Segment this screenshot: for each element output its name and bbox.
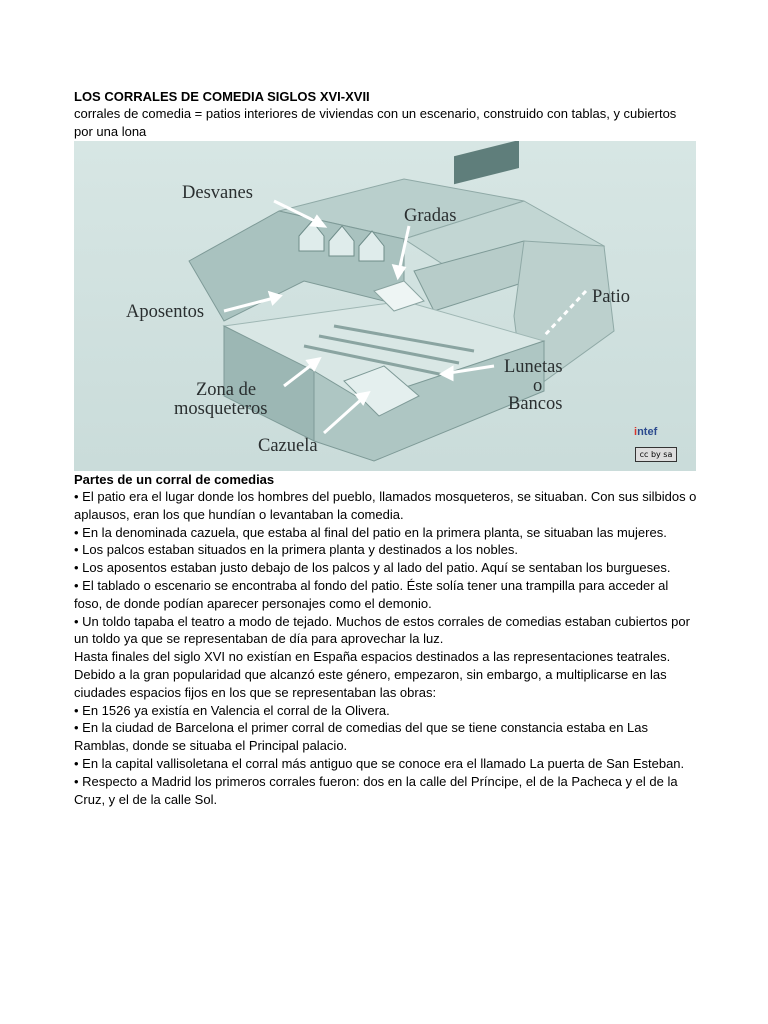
- label-gradas: Gradas: [404, 206, 457, 226]
- paragraph: • En la ciudad de Barcelona el primer corral de comedias del que se tiene constancia estaba en Las Ramblas, donde se situaba el Principal palacio.: [74, 720, 649, 754]
- paragraph: Hasta finales del siglo XVI no existían en España espacios destinados a las representaciones teatrales. Debido a la gran popularidad que alcanzó este género, empezaron, sin embargo, a multiplicarse en las ciudades espacios fijos en los que se representaban las obras:: [74, 649, 671, 700]
- paragraph: • Los palcos estaban situados en la primera planta y destinados a los nobles.: [74, 542, 518, 558]
- paragraph: • En la denominada cazuela, que estaba al final del patio en la primera planta, se situaban las mujeres.: [74, 524, 667, 540]
- label-cazuela: Cazuela: [258, 436, 318, 456]
- intro-text: corrales de comedia = patios interiores de viviendas con un escenario, construido con tablas, y cubiertos por una lona: [74, 106, 677, 139]
- label-aposentos: Aposentos: [126, 302, 205, 322]
- label-patio: Patio: [592, 287, 631, 307]
- paragraph: • En la capital vallisoletana el corral más antiguo que se conoce era el llamado La puerta de San Esteban.: [74, 755, 685, 771]
- label-o: o: [533, 376, 543, 396]
- paragraph: • Un toldo tapaba el teatro a modo de tejado. Muchos de estos corrales de comedias estaban cubiertos por un toldo ya que se representaban de día para aprovechar la luz.: [74, 613, 690, 647]
- intef-logo: intef: [634, 426, 658, 438]
- cc-license-badge: cc by sa: [635, 447, 677, 462]
- label-mosqueteros: mosqueteros: [174, 399, 268, 419]
- corral-diagram: [74, 141, 696, 471]
- section-title: Partes de un corral de comedias: [74, 472, 275, 487]
- paragraph: • Respecto a Madrid los primeros corrales fueron: dos en la calle del Príncipe, el de la Pacheca y el de la Cruz, y el de la calle Sol.: [74, 773, 678, 807]
- label-zona-de: Zona de: [196, 380, 257, 400]
- gallery-window: [454, 141, 519, 184]
- paragraph: • El tablado o escenario se encontraba al fondo del patio. Éste solía tener una trampilla para acceder al foso, de donde podían aparecer personajes como el demonio.: [74, 577, 669, 611]
- paragraph: • En 1526 ya existía en Valencia el corral de la Olivera.: [74, 702, 390, 718]
- paragraph: • El patio era el lugar donde los hombres del pueblo, llamados mosqueteros, se situaban. Con sus silbidos o aplausos, eran los que hundían o levantaban la comedia.: [74, 489, 697, 522]
- label-bancos: Bancos: [508, 394, 563, 414]
- paragraph: • Los aposentos estaban justo debajo de los palcos y al lado del patio. Aquí se sentaban los burgueses.: [74, 560, 671, 576]
- label-desvanes: Desvanes: [182, 183, 253, 203]
- body-text: [74, 488, 698, 808]
- document-title: LOS CORRALES DE COMEDIA SIGLOS XVI-XVII: [74, 89, 370, 104]
- label-lunetas: Lunetas: [504, 357, 563, 377]
- document-page: [74, 88, 698, 808]
